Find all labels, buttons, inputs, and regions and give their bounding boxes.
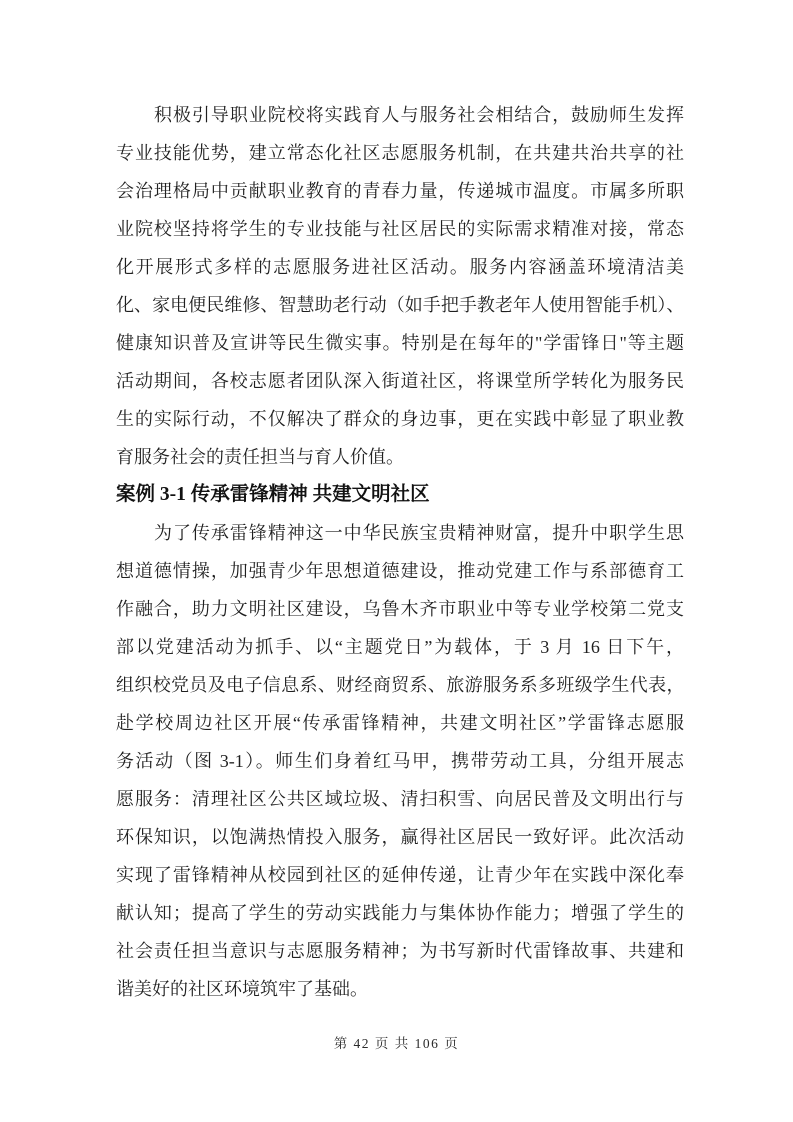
paragraph-line: 献认知；提高了学生的劳动实践能力与集体协作能力；增强了学生的 [116,903,684,923]
paragraph-line: 想道德情操，加强青少年思想道德建设，推动党建工作与系部德育工 [116,561,684,581]
paragraph-line: 育服务社会的责任担当与育人价值。 [116,447,404,467]
case-heading: 案例 3-1 传承雷锋精神 共建文明社区 [116,484,430,505]
paragraph-intro [116,96,684,476]
paragraph-line: 化开展形式多样的志愿服务进社区活动。服务内容涵盖环境清洁美 [116,257,684,277]
paragraph-line: 部以党建活动为抓手、以“主题党日”为载体，于 3 月 16 日下午， [116,637,684,657]
paragraph-line: 会治理格局中贡献职业教育的青春力量，传递城市温度。市属多所职 [116,181,684,201]
paragraph-line: 务活动（图 3-1）。师生们身着红马甲，携带劳动工具，分组开展志 [116,751,684,771]
page-number: 第 42 页 共 106 页 [333,1036,460,1051]
paragraph-line: 专业技能优势，建立常态化社区志愿服务机制，在共建共治共享的社 [116,143,684,163]
paragraph-line: 积极引导职业院校将实践育人与服务社会相结合，鼓励师生发挥 [154,105,684,125]
paragraph-line: 化、家电便民维修、智慧助老行动（如手把手教老年人使用智能手机）、 [116,295,684,315]
paragraph-line: 业院校坚持将学生的专业技能与社区居民的实际需求精准对接，常态 [116,219,684,239]
paragraph-line: 生的实际行动，不仅解决了群众的身边事，更在实践中彰显了职业教 [116,409,684,429]
paragraph-line: 健康知识普及宣讲等民生微实事。特别是在每年的"学雷锋日"等主题 [116,333,684,353]
page-content [116,96,684,1008]
paragraph-line: 社会责任担当意识与志愿服务精神；为书写新时代雷锋故事、共建和 [116,941,684,961]
paragraph-line: 环保知识，以饱满热情投入服务，赢得社区居民一致好评。此次活动 [116,827,684,847]
paragraph-line: 组织校党员及电子信息系、财经商贸系、旅游服务系多班级学生代表， [116,675,684,695]
paragraph-line: 活动期间，各校志愿者团队深入街道社区，将课堂所学转化为服务民 [116,371,684,391]
paragraph-line: 为了传承雷锋精神这一中华民族宝贵精神财富，提升中职学生思 [154,523,684,543]
paragraph-line: 作融合，助力文明社区建设，乌鲁木齐市职业中等专业学校第二党支 [116,599,684,619]
paragraph-line: 赴学校周边社区开展“传承雷锋精神，共建文明社区”学雷锋志愿服 [116,713,684,733]
page-footer [0,1034,793,1054]
paragraph-line: 谐美好的社区环境筑牢了基础。 [116,979,368,999]
paragraph-case-body [116,514,684,1008]
paragraph-line: 愿服务：清理社区公共区域垃圾、清扫积雪、向居民普及文明出行与 [116,789,684,809]
paragraph-line: 实现了雷锋精神从校园到社区的延伸传递，让青少年在实践中深化奉 [116,865,684,885]
